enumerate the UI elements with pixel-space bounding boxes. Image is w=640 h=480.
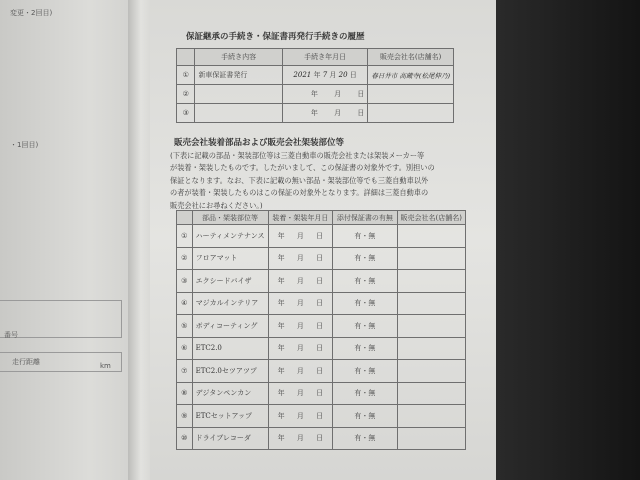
- parts-cert-no: 無: [368, 231, 376, 240]
- parts-month-label: 月: [296, 411, 304, 420]
- parts-day-label: 日: [316, 366, 324, 375]
- parts-dealer: [397, 315, 465, 338]
- parts-cert-no: 無: [368, 276, 376, 285]
- parts-cert-no: 無: [368, 299, 376, 308]
- parts-dealer: [397, 427, 465, 450]
- history-dealer: [368, 104, 454, 123]
- history-row: [177, 104, 454, 123]
- history-day-label: 日: [349, 71, 357, 79]
- parts-note-line: (下表に記載の部品・架装部位等は三菱自動車の販売会社または架装メーカー等: [170, 151, 425, 160]
- history-num: ①: [177, 66, 195, 85]
- parts-header-row: [177, 211, 466, 225]
- parts-num: ⑩: [177, 427, 193, 450]
- history-header: 手続き内容: [195, 49, 282, 66]
- history-month: 7: [322, 71, 328, 79]
- parts-year-label: 年: [277, 254, 285, 263]
- parts-date: [268, 427, 333, 450]
- parts-cert: [333, 292, 397, 315]
- parts-day-label: 日: [316, 276, 324, 285]
- parts-cert: [333, 270, 397, 293]
- parts-date: [268, 247, 333, 270]
- parts-month-label: 月: [296, 231, 304, 240]
- parts-dealer: [397, 225, 465, 248]
- parts-dealer: [397, 337, 465, 360]
- parts-num: ①: [177, 225, 193, 248]
- parts-row: [177, 292, 466, 315]
- parts-cert-sep: ・: [361, 389, 369, 398]
- parts-date: [268, 315, 333, 338]
- parts-note-line: 保証となります。なお、下表に記載の無い部品・架装部位等でも三菱自動車以外: [170, 175, 429, 185]
- parts-cert-sep: ・: [361, 411, 369, 420]
- left-snippet: 番号: [4, 331, 18, 339]
- parts-month-label: 月: [296, 299, 304, 308]
- parts-date: [268, 225, 333, 248]
- parts-date: [268, 405, 333, 428]
- parts-notes: [170, 150, 435, 212]
- parts-part: フロアマット: [192, 247, 268, 270]
- parts-header: [177, 211, 193, 225]
- parts-day-label: 日: [316, 321, 324, 330]
- parts-row: [177, 225, 466, 248]
- history-date: [282, 104, 368, 123]
- history-day: 20: [338, 71, 348, 79]
- parts-dealer: [397, 360, 465, 383]
- parts-cert-sep: ・: [361, 254, 369, 263]
- parts-cert: [333, 315, 397, 338]
- parts-cert: [333, 337, 397, 360]
- parts-cert: [333, 405, 397, 428]
- parts-row: [177, 315, 466, 338]
- left-form-box: [0, 300, 122, 338]
- history-month-label: 月: [334, 90, 342, 98]
- history-day-label: 日: [357, 90, 365, 98]
- history-date: [282, 85, 368, 104]
- parts-year-label: 年: [277, 276, 285, 285]
- parts-num: ②: [177, 247, 193, 270]
- parts-cert-no: 無: [368, 254, 376, 263]
- parts-date: [268, 382, 333, 405]
- parts-cert-sep: ・: [361, 276, 369, 285]
- parts-year-label: 年: [277, 299, 285, 308]
- history-title: 保証継承の手続き・保証書再発行手続きの履歴: [186, 32, 365, 42]
- parts-part: ハーティメンテナンス: [192, 225, 268, 248]
- parts-row: [177, 405, 466, 428]
- history-header: [177, 49, 195, 66]
- parts-row: [177, 360, 466, 383]
- parts-table: [176, 210, 466, 450]
- parts-cert-yes: 有: [354, 276, 362, 285]
- history-num: ②: [177, 85, 195, 104]
- parts-cert-yes: 有: [354, 231, 362, 240]
- parts-cert: [333, 225, 397, 248]
- parts-num: ⑥: [177, 337, 193, 360]
- history-year-label: 年: [313, 71, 321, 79]
- parts-cert-yes: 有: [354, 434, 362, 443]
- warranty-sheet: [170, 10, 486, 470]
- parts-num: ⑧: [177, 382, 193, 405]
- history-month-label: 月: [329, 71, 337, 79]
- parts-month-label: 月: [296, 366, 304, 375]
- parts-note-line: の者が装着・架装したものはこの保証の対象外となります。詳細は三菱自動車の: [170, 188, 429, 198]
- parts-day-label: 日: [316, 344, 324, 353]
- left-snippet: ・1回目): [10, 141, 39, 149]
- history-content: [195, 104, 282, 123]
- parts-cert-no: 無: [368, 344, 376, 353]
- parts-part: エクシードバイザ: [192, 270, 268, 293]
- history-table: [176, 48, 454, 123]
- parts-cert-no: 無: [368, 321, 376, 330]
- parts-year-label: 年: [277, 389, 285, 398]
- parts-title: 販売会社装着部品および販売会社架装部位等: [174, 138, 345, 148]
- parts-cert: [333, 360, 397, 383]
- parts-year-label: 年: [277, 344, 285, 353]
- parts-num: ⑦: [177, 360, 193, 383]
- history-header: 販売会社名(店舗名): [368, 49, 454, 66]
- parts-date: [268, 292, 333, 315]
- parts-day-label: 日: [316, 231, 324, 240]
- parts-dealer: [397, 247, 465, 270]
- parts-cert-no: 無: [368, 366, 376, 375]
- parts-dealer: [397, 270, 465, 293]
- parts-cert: [333, 247, 397, 270]
- parts-row: [177, 247, 466, 270]
- parts-day-label: 日: [316, 434, 324, 443]
- history-row: [177, 85, 454, 104]
- parts-cert-yes: 有: [354, 366, 362, 375]
- parts-year-label: 年: [277, 434, 285, 443]
- parts-month-label: 月: [296, 389, 304, 398]
- history-dealer: [368, 85, 454, 104]
- parts-dealer: [397, 382, 465, 405]
- parts-part: ETC2.0セツアツプ: [192, 360, 268, 383]
- parts-cert-no: 無: [368, 411, 376, 420]
- parts-num: ④: [177, 292, 193, 315]
- left-snippet: 走行距離: [12, 358, 40, 366]
- parts-date: [268, 360, 333, 383]
- parts-cert-yes: 有: [354, 299, 362, 308]
- parts-month-label: 月: [296, 434, 304, 443]
- parts-header: 部品・架装部位等: [192, 211, 268, 225]
- parts-row: [177, 427, 466, 450]
- parts-header: 販売会社名(店舗名): [397, 211, 465, 225]
- parts-header: 添付保証書の有無: [333, 211, 397, 225]
- history-year-label: 年: [310, 109, 318, 117]
- parts-part: ボディコーティング: [192, 315, 268, 338]
- parts-date: [268, 270, 333, 293]
- parts-cert-no: 無: [368, 389, 376, 398]
- parts-cert-sep: ・: [361, 231, 369, 240]
- warranty-page: [150, 0, 496, 480]
- parts-num: ⑨: [177, 405, 193, 428]
- parts-note-line: が装着・架装したものです。したがいまして、この保証書の対象外です。別担いの: [170, 163, 435, 173]
- parts-day-label: 日: [316, 389, 324, 398]
- parts-part: デジタンペンカン: [192, 382, 268, 405]
- parts-cert-sep: ・: [361, 321, 369, 330]
- parts-dealer: [397, 405, 465, 428]
- parts-num: ③: [177, 270, 193, 293]
- history-year: 2021: [293, 71, 312, 79]
- parts-cert-yes: 有: [354, 344, 362, 353]
- parts-date: [268, 337, 333, 360]
- history-header-row: [177, 49, 454, 66]
- parts-day-label: 日: [316, 411, 324, 420]
- parts-month-label: 月: [296, 254, 304, 263]
- parts-part: ETC2.0: [192, 337, 268, 360]
- history-day-label: 日: [357, 109, 365, 117]
- history-dealer: 春日井市 高蔵寺(松尾伸乃): [368, 66, 454, 85]
- history-row: [177, 66, 454, 85]
- parts-cert-sep: ・: [361, 434, 369, 443]
- parts-part: ETCセットアップ: [192, 405, 268, 428]
- parts-month-label: 月: [296, 344, 304, 353]
- parts-note-line: 販売会社にお尋ねください。): [170, 200, 263, 210]
- parts-part: マジカルインテリア: [192, 292, 268, 315]
- parts-cert: [333, 382, 397, 405]
- parts-cert-yes: 有: [354, 254, 362, 263]
- parts-cert-yes: 有: [354, 321, 362, 330]
- parts-row: [177, 382, 466, 405]
- history-num: ③: [177, 104, 195, 123]
- parts-row: [177, 337, 466, 360]
- parts-cert-yes: 有: [354, 411, 362, 420]
- desk-background: [496, 0, 640, 480]
- parts-cert: [333, 427, 397, 450]
- parts-year-label: 年: [277, 231, 285, 240]
- parts-day-label: 日: [316, 254, 324, 263]
- parts-month-label: 月: [296, 276, 304, 285]
- parts-row: [177, 270, 466, 293]
- history-content: 新車保証書発行: [195, 66, 282, 85]
- history-date: [282, 66, 368, 85]
- parts-year-label: 年: [277, 321, 285, 330]
- parts-cert-no: 無: [368, 434, 376, 443]
- left-snippet: km: [100, 362, 111, 370]
- parts-cert-yes: 有: [354, 389, 362, 398]
- history-content: [195, 85, 282, 104]
- parts-year-label: 年: [277, 411, 285, 420]
- history-month-label: 月: [334, 109, 342, 117]
- history-header: 手続き年月日: [282, 49, 368, 66]
- parts-header: 装着・架装年月日: [268, 211, 333, 225]
- parts-part: ドライブレコーダ: [192, 427, 268, 450]
- parts-month-label: 月: [296, 321, 304, 330]
- parts-num: ⑤: [177, 315, 193, 338]
- history-year-label: 年: [310, 90, 318, 98]
- parts-cert-sep: ・: [361, 344, 369, 353]
- parts-cert-sep: ・: [361, 366, 369, 375]
- left-snippet: 変更・2回目): [10, 9, 53, 17]
- parts-year-label: 年: [277, 366, 285, 375]
- parts-day-label: 日: [316, 299, 324, 308]
- parts-cert-sep: ・: [361, 299, 369, 308]
- parts-dealer: [397, 292, 465, 315]
